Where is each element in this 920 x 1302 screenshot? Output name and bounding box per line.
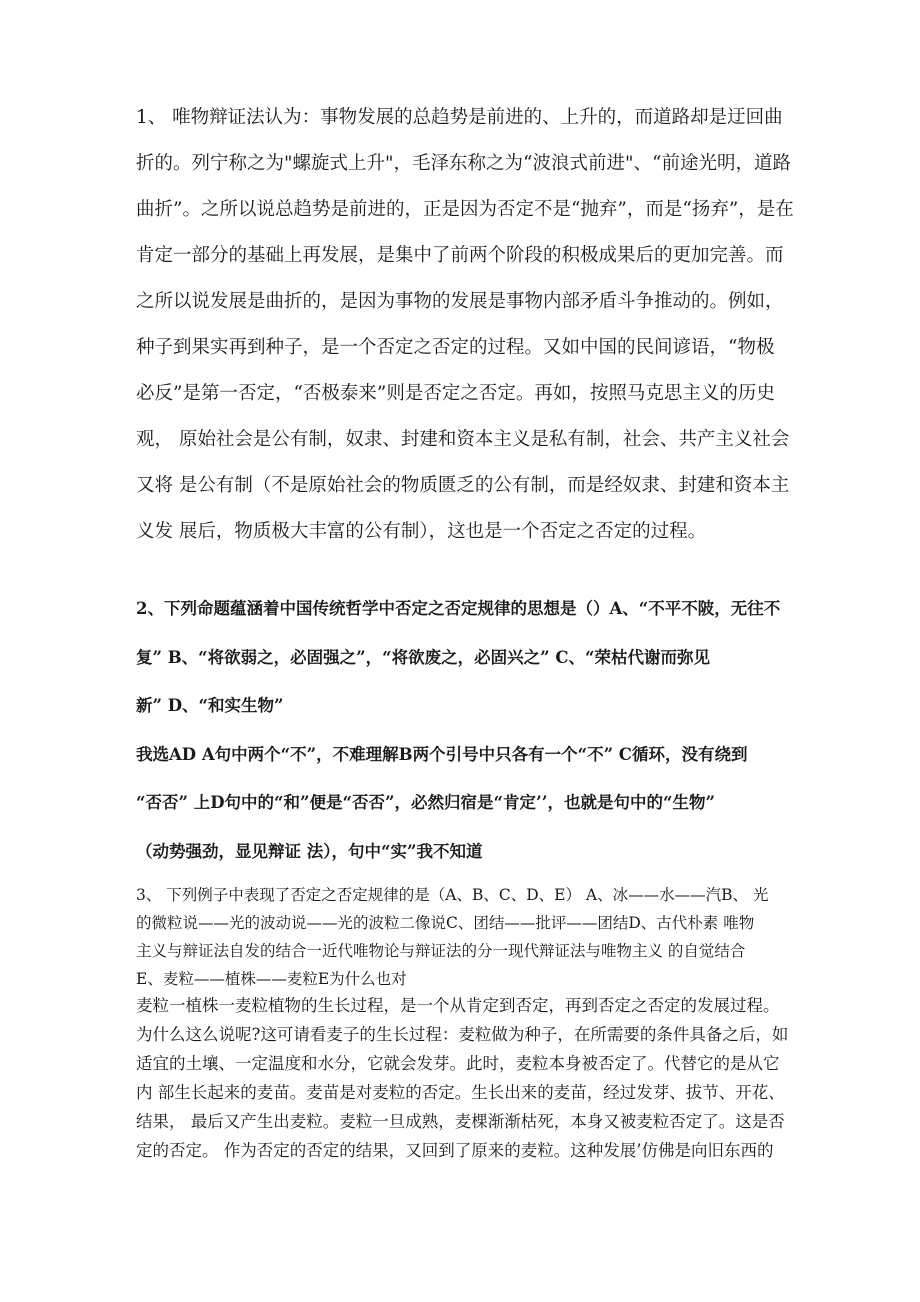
paragraph-line: 定的否定。 作为否定的否定的结果，又回到了原来的麦粒。这种发展’仿佛是向旧东西的 <box>136 1141 774 1160</box>
answer-line: 我选AD A句中两个“不”，不难理解B两个引号中只各有一个“不” C循环，没有绕到 <box>136 744 748 764</box>
paragraph-3-question <box>136 883 796 995</box>
question-line: E、麦粒——植株——麦粒E为什么也对 <box>136 970 407 988</box>
paragraph-line: 1、 唯物辩证法认为：事物发展的总趋势是前进的、上升的，而道路却是迂回曲 <box>136 107 783 128</box>
paragraph-line: 之所以说发展是曲折的，是因为事物的发展是事物内部矛盾斗争推动的。例如， <box>136 291 784 312</box>
paragraph-line: 观， 原始社会是公有制，奴隶、封建和资本主义是私有制，社会、共产主义社会 <box>136 429 790 450</box>
paragraph-line: 结果， 最后又产生出麦粒。麦粒一旦成熟，麦棵渐渐枯死，本身又被麦粒否定了。这是否 <box>136 1112 785 1131</box>
question-line: 的微粒说——光的波动说——光的波粒二像说C、团结——批评——团结D、古代朴素 唯物 <box>136 914 755 932</box>
paragraph-4-explanation <box>136 994 796 1168</box>
question-line: 复” B、“将欲弱之，必固强之”，“将欲废之，必固兴之” C、“荣枯代谢而弥见 <box>136 647 711 667</box>
paragraph-2-question <box>136 594 796 885</box>
paragraph-line: 为什么这么说呢?这可请看麦子的生长过程：麦粒做为种子，在所需要的条件具备之后，如 <box>136 1025 789 1044</box>
answer-line: （动势强劲，显见辩证 法），句中“实”我不知道 <box>136 841 483 861</box>
paragraph-line: 肯定一部分的基础上再发展，是集中了前两个阶段的积极成果后的更加完善。而 <box>136 245 784 266</box>
answer-line: “否否” 上D句中的“和”便是“否否”，必然归宿是“肯定’’，也就是句中的“生物” <box>136 793 715 812</box>
paragraph-1 <box>136 101 796 561</box>
paragraph-line: 内 部生长起来的麦苗。麦苗是对麦粒的否定。生长出来的麦苗，经过发芽、拔节、开花、 <box>136 1083 785 1102</box>
paragraph-line: 必反”是第一否定，“否极泰来”则是否定之否定。再如，按照马克思主义的历史 <box>136 383 775 404</box>
paragraph-line: 种子到果实再到种子，是一个否定之否定的过程。又如中国的民间谚语，“物极 <box>136 337 775 358</box>
paragraph-line: 曲折”。之所以说总趋势是前进的，正是因为否定不是“抛弃”，而是“扬弃”，是在 <box>136 199 794 220</box>
question-line: 2、下列命题蕴涵着中国传统哲学中否定之否定规律的思想是（）A、“不平不陂，无往不 <box>136 599 781 618</box>
paragraph-line: 适宜的土壤、一定温度和水分，它就会发芽。此时，麦粒本身被否定了。代替它的是从它 <box>136 1054 780 1073</box>
paragraph-line: 折的。列宁称之为"螺旋式上升"，毛泽东称之为“波浪式前进"、“前途光明，道路 <box>136 153 791 174</box>
question-line: 主义与辩证法自发的结合一近代唯物论与辩证法的分一现代辩证法与唯物主义 的自觉结合 <box>136 942 746 960</box>
paragraph-line: 麦粒一植株一麦粒植物的生长过程，是一个从肯定到否定，再到否定之否定的发展过程。 <box>136 996 780 1015</box>
question-line: 3、 下列例子中表现了否定之否定规律的是（A、B、C、D、E） A、冰——水——汽B、 光 <box>136 886 769 904</box>
paragraph-line: 又将 是公有制（不是原始社会的物质匮乏的公有制，而是经奴隶、封建和资本主 <box>136 475 790 496</box>
paragraph-line: 义发 展后，物质极大丰富的公有制），这也是一个否定之否定的过程。 <box>136 521 707 542</box>
question-line: 新” D、“和实生物” <box>136 696 284 715</box>
